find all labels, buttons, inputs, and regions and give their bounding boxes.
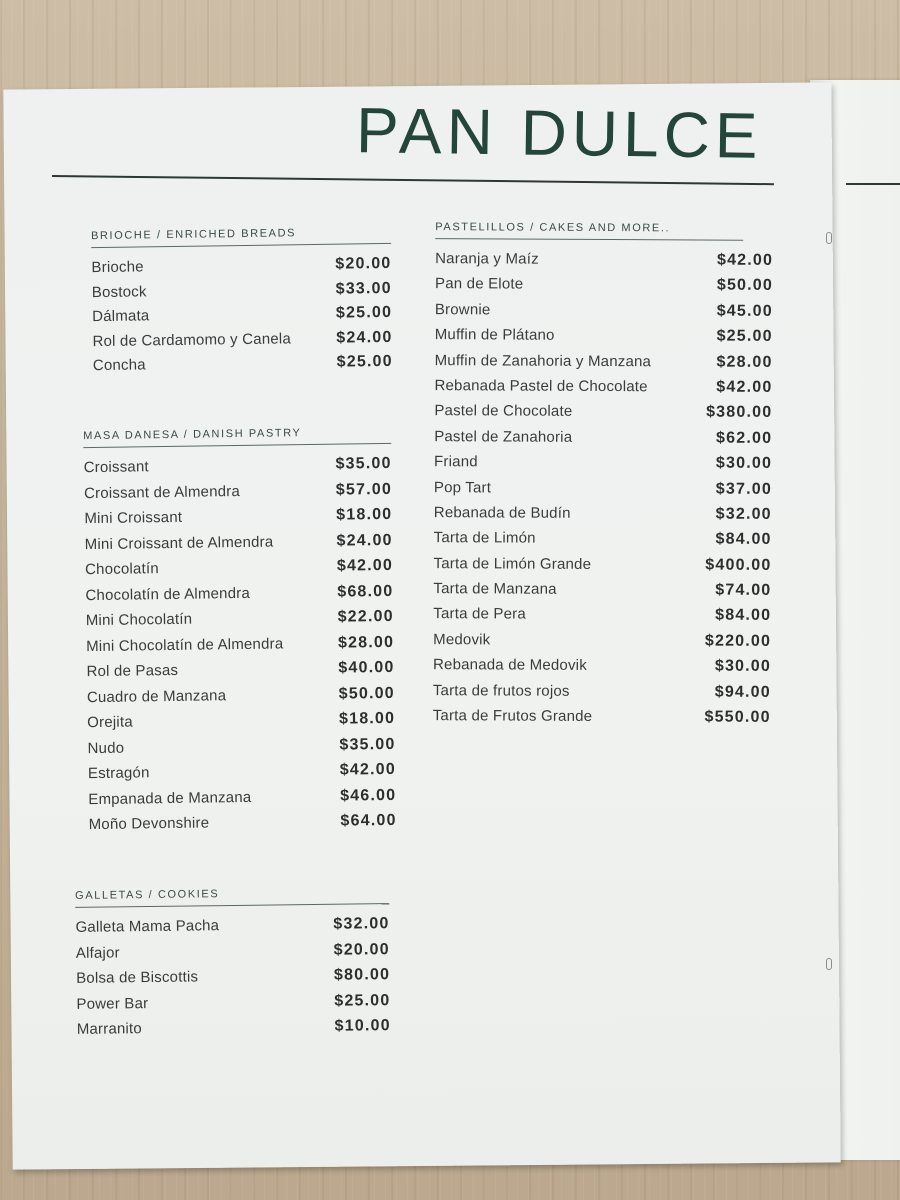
item-price: $10.00 bbox=[334, 1017, 391, 1035]
item-name: Rol de Cardamomo y Canela bbox=[92, 330, 292, 350]
menu-item-row bbox=[435, 250, 773, 277]
item-name: Dálmata bbox=[92, 307, 150, 326]
item-name: Mini Croissant de Almendra bbox=[84, 533, 274, 553]
menu-item-row bbox=[433, 656, 771, 683]
item-name: Friand bbox=[434, 453, 478, 471]
item-name: Mini Chocolatín de Almendra bbox=[86, 634, 284, 655]
item-name: Mini Croissant bbox=[84, 508, 183, 528]
item-price: $57.00 bbox=[335, 480, 393, 499]
menu-item-row bbox=[93, 353, 393, 382]
section-heading: MASA DANESA / DANISH PASTRY bbox=[83, 426, 391, 448]
item-price: $45.00 bbox=[716, 302, 773, 320]
item-price: $20.00 bbox=[335, 254, 392, 273]
item-price: $42.00 bbox=[716, 378, 773, 396]
next-page-rule bbox=[846, 183, 900, 185]
item-name: Muffin de Plátano bbox=[434, 326, 555, 344]
item-price: $380.00 bbox=[706, 403, 773, 422]
menu-item-row bbox=[433, 606, 771, 633]
menu-item-row bbox=[434, 479, 772, 506]
item-list bbox=[84, 455, 397, 842]
menu-item-row bbox=[435, 301, 773, 328]
item-price: $25.00 bbox=[334, 991, 391, 1010]
menu-item-row bbox=[433, 580, 771, 607]
item-name: Brioche bbox=[91, 258, 144, 277]
item-price: $42.00 bbox=[716, 251, 774, 269]
menu-item-row bbox=[433, 707, 771, 734]
menu-item-row bbox=[75, 915, 389, 944]
item-list bbox=[91, 255, 393, 382]
menu-item-row bbox=[434, 529, 772, 556]
item-name: Muffin de Zanahoria y Manzana bbox=[434, 351, 652, 370]
item-name: Tarta de frutos rojos bbox=[432, 681, 570, 700]
item-price: $32.00 bbox=[715, 505, 772, 523]
item-price: $32.00 bbox=[333, 915, 390, 933]
item-name: Tarta de Limón Grande bbox=[433, 554, 592, 573]
item-name: Cuadro de Manzana bbox=[86, 686, 227, 706]
item-name: Concha bbox=[92, 356, 146, 375]
item-name: Orejita bbox=[87, 713, 133, 732]
item-name: Empanada de Manzana bbox=[88, 788, 252, 808]
item-name: Galleta Mama Pacha bbox=[75, 917, 220, 936]
item-name: Moño Devonshire bbox=[88, 814, 210, 834]
menu-item-row bbox=[435, 352, 773, 379]
menu-item-row bbox=[433, 682, 771, 709]
section-heading: PASTELILLOS / CAKES AND MORE.. bbox=[435, 221, 743, 241]
menu-item-row bbox=[435, 276, 773, 303]
item-name: Brownie bbox=[434, 300, 491, 319]
item-price: $18.00 bbox=[336, 505, 393, 524]
item-name: Marranito bbox=[76, 1020, 143, 1038]
item-price: $20.00 bbox=[333, 940, 390, 959]
item-price: $30.00 bbox=[715, 454, 773, 473]
item-price: $25.00 bbox=[335, 304, 393, 322]
menu-item-row bbox=[434, 402, 772, 429]
section-danish-pastry bbox=[83, 426, 397, 842]
item-name: Pastel de Chocolate bbox=[434, 402, 573, 421]
item-price: $550.00 bbox=[704, 708, 771, 726]
item-list bbox=[433, 250, 774, 734]
item-price: $35.00 bbox=[339, 735, 396, 754]
item-name: Power Bar bbox=[76, 994, 149, 1013]
menu-item-row bbox=[76, 966, 390, 995]
item-name: Naranja y Maíz bbox=[435, 250, 539, 268]
item-price: $28.00 bbox=[716, 353, 773, 371]
item-price: $24.00 bbox=[336, 328, 393, 347]
item-price: $84.00 bbox=[715, 530, 772, 549]
item-price: $68.00 bbox=[337, 582, 394, 601]
item-name: Mini Chocolatín bbox=[85, 610, 193, 630]
staple-top bbox=[826, 232, 832, 244]
item-name: Croissant bbox=[83, 458, 149, 477]
item-name: Rebanada de Budín bbox=[433, 504, 571, 522]
item-name: Bolsa de Biscottis bbox=[76, 968, 199, 987]
menu-item-row bbox=[433, 555, 771, 582]
item-name: Estragón bbox=[87, 764, 150, 783]
item-name: Rol de Pasas bbox=[86, 661, 179, 681]
item-price: $33.00 bbox=[335, 279, 392, 298]
section-cookies bbox=[75, 886, 391, 1046]
item-name: Pan de Elote bbox=[434, 275, 524, 293]
section-heading: GALLETAS / COOKIES bbox=[75, 886, 389, 908]
item-price: $400.00 bbox=[705, 556, 772, 574]
item-price: $24.00 bbox=[336, 531, 393, 550]
item-price: $50.00 bbox=[716, 276, 774, 295]
item-price: $46.00 bbox=[340, 786, 397, 805]
menu-item-row bbox=[89, 812, 397, 842]
item-name: Tarta de Frutos Grande bbox=[432, 707, 593, 725]
item-name: Chocolatín bbox=[84, 560, 159, 579]
item-price: $42.00 bbox=[336, 556, 394, 575]
section-brioche bbox=[91, 226, 393, 382]
item-price: $50.00 bbox=[338, 684, 395, 703]
item-name: Pop Tart bbox=[433, 478, 492, 496]
menu-item-row bbox=[434, 453, 772, 480]
menu-item-row bbox=[76, 992, 390, 1021]
item-price: $35.00 bbox=[335, 454, 392, 473]
item-price: $37.00 bbox=[715, 480, 772, 498]
section-heading: BRIOCHE / ENRICHED BREADS bbox=[91, 226, 391, 248]
menu-item-row bbox=[435, 326, 773, 353]
item-name: Croissant de Almendra bbox=[83, 482, 241, 502]
item-name: Tarta de Pera bbox=[433, 605, 526, 624]
menu-item-row bbox=[434, 428, 772, 455]
item-price: $84.00 bbox=[715, 607, 772, 625]
menu-item-row bbox=[433, 631, 771, 658]
menu-item-row bbox=[77, 1017, 391, 1046]
section-cakes bbox=[433, 221, 774, 734]
item-price: $64.00 bbox=[340, 811, 397, 830]
item-name: Alfajor bbox=[75, 943, 120, 962]
item-name: Pastel de Zanahoria bbox=[434, 427, 573, 446]
item-name: Nudo bbox=[87, 739, 125, 757]
item-price: $30.00 bbox=[714, 657, 772, 676]
item-price: $28.00 bbox=[337, 633, 395, 652]
item-price: $62.00 bbox=[716, 429, 773, 447]
item-price: $25.00 bbox=[716, 327, 773, 346]
item-price: $22.00 bbox=[337, 607, 394, 626]
item-name: Tarta de Manzana bbox=[433, 580, 557, 598]
item-name: Medovik bbox=[433, 630, 491, 649]
staple-bottom bbox=[826, 958, 832, 970]
menu-item-row bbox=[434, 504, 772, 531]
item-price: $220.00 bbox=[704, 632, 772, 650]
item-name: Rebanada Pastel de Chocolate bbox=[434, 377, 648, 396]
item-name: Chocolatín de Almendra bbox=[85, 584, 251, 604]
menu-item-row bbox=[434, 377, 772, 404]
item-name: Rebanada de Medovik bbox=[432, 656, 587, 675]
item-price: $94.00 bbox=[714, 683, 771, 701]
item-name: Tarta de Limón bbox=[433, 529, 536, 547]
menu-title: PAN DULCE bbox=[355, 94, 764, 172]
item-price: $80.00 bbox=[333, 966, 391, 984]
item-price: $25.00 bbox=[336, 353, 393, 372]
item-price: $74.00 bbox=[715, 581, 772, 599]
item-price: $42.00 bbox=[339, 760, 397, 779]
menu-item-row bbox=[76, 941, 390, 970]
item-price: $18.00 bbox=[338, 709, 396, 728]
item-name: Bostock bbox=[91, 282, 147, 301]
item-price: $40.00 bbox=[338, 658, 395, 677]
item-list bbox=[75, 915, 391, 1046]
